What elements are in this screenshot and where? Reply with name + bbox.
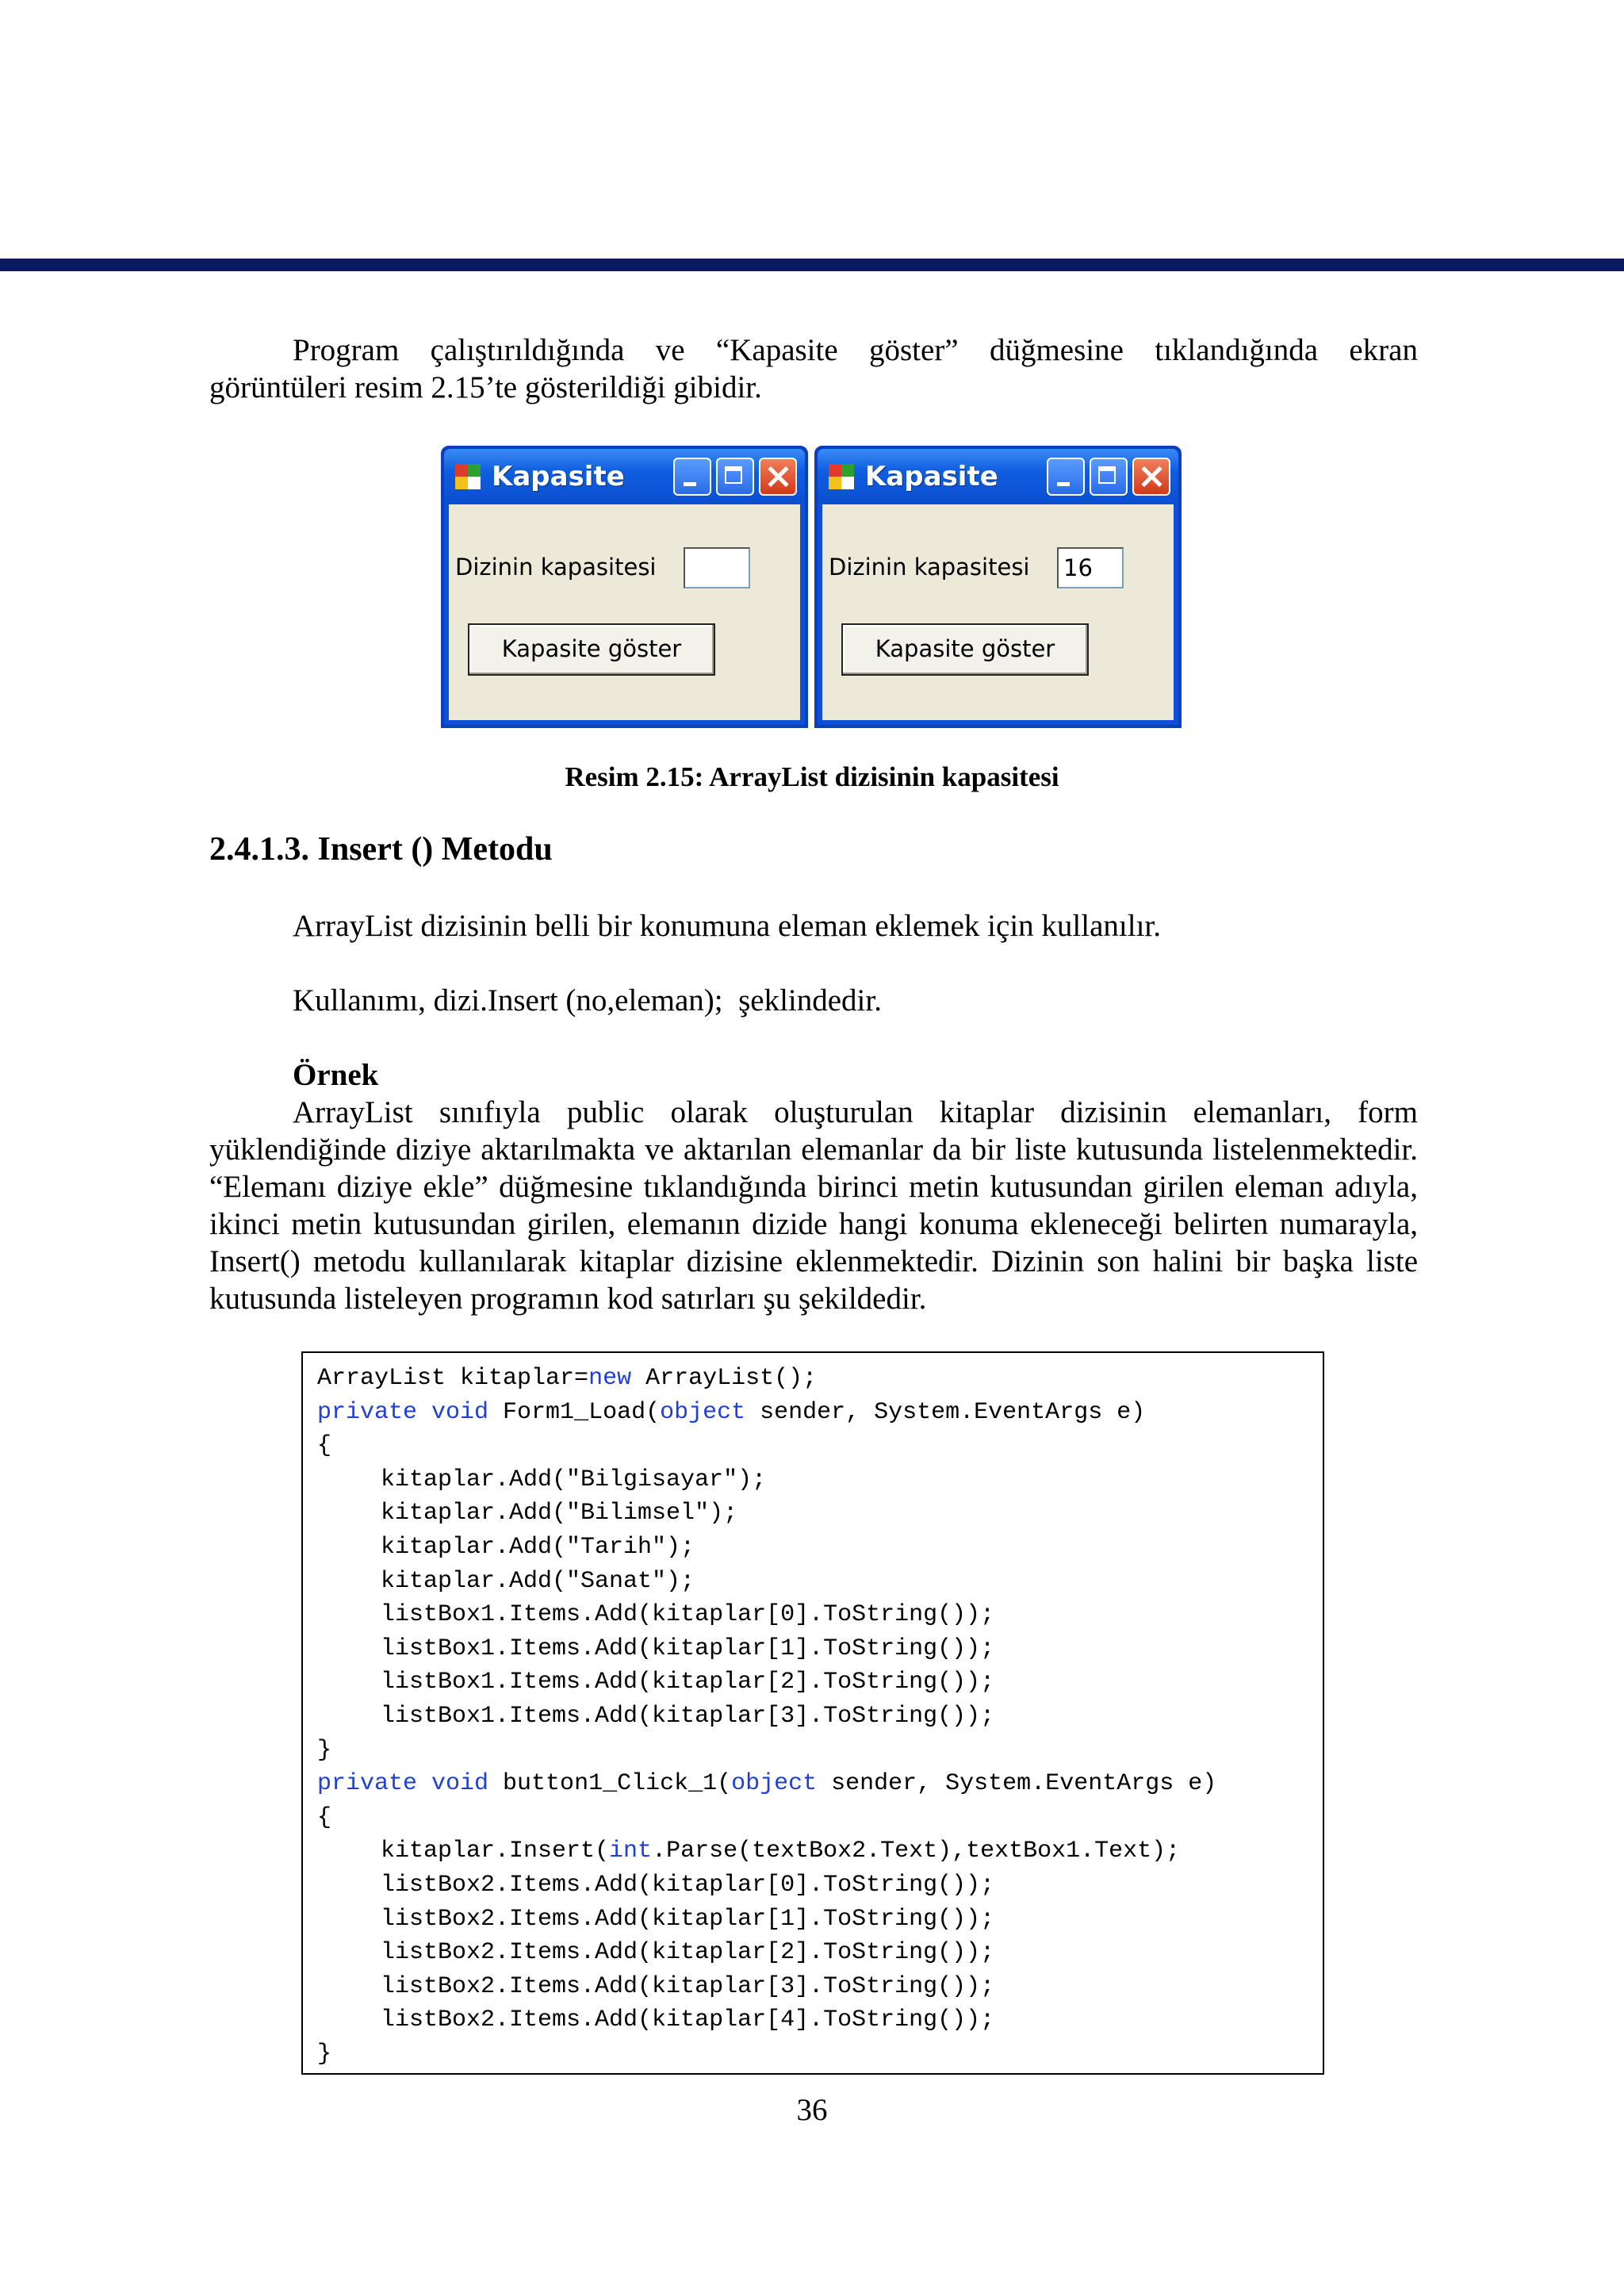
- page-number: 36: [796, 2093, 828, 2127]
- code-line: [317, 1700, 1323, 1734]
- maximize-icon[interactable]: [1090, 458, 1128, 496]
- code-token: listBox1.Items.Add(kitaplar[1].ToString());: [381, 1635, 995, 1662]
- code-token: ArrayList();: [631, 1365, 818, 1392]
- capacity-textbox[interactable]: [684, 547, 750, 588]
- intro-paragraph: [209, 332, 1418, 406]
- code-token: listBox1.Items.Add(kitaplar[3].ToString());: [381, 1702, 995, 1730]
- code-listing: [301, 1351, 1324, 2075]
- code-token: ArrayList kitaplar=: [317, 1365, 589, 1392]
- figure-caption: Resim 2.15: ArrayList dizisinin kapasitesi: [565, 761, 1059, 792]
- window-titlebar[interactable]: [818, 449, 1178, 504]
- form-app-icon: [827, 462, 856, 491]
- minimize-icon[interactable]: [673, 458, 711, 496]
- section-heading: 2.4.1.3. Insert () Metodu: [209, 831, 553, 868]
- show-capacity-button[interactable]: Kapasite göster: [841, 623, 1089, 676]
- code-line: [317, 1565, 1323, 1599]
- screenshot-figure: [441, 446, 1185, 728]
- example-body: ArrayList sınıfıyla public olarak oluşturulan kitaplar dizisinin elemanları, form yüklendiğinde diziye aktarılmakta ve aktarılan elemanlar da bir liste kutusunda listelenmektedir. “Elemanı diziye ekle” düğmesine tıklandığında birinci metin kutusundan girilen eleman adıyla, ikinci metin kutusundan girilen, elemanın dizide hangi konuma ekleneceği belirten numarayla, Insert() metodu kullanılarak kitaplar dizisine eklenmektedir. Dizinin son halini bir başka liste kutusunda listeleyen programın kod satırları şu şekildedir.: [209, 1095, 1418, 1316]
- intro-line-1: Program çalıştırıldığında ve “Kapasite göster” düğmesine tıklandığında ekran: [293, 333, 1418, 367]
- minimize-icon[interactable]: [1047, 458, 1085, 496]
- code-line: [317, 1632, 1323, 1666]
- usage-paragraph: [209, 982, 1418, 1019]
- example-section: [209, 1056, 1418, 1317]
- code-keyword: private void: [317, 1770, 489, 1798]
- code-line: [317, 2003, 1323, 2037]
- code-line: [317, 1531, 1323, 1565]
- code-token: {: [317, 1803, 332, 1831]
- code-token: kitaplar.Add("Sanat");: [381, 1567, 695, 1595]
- code-line: [317, 2037, 1323, 2072]
- code-token: }: [317, 2040, 332, 2068]
- close-icon[interactable]: [759, 458, 797, 496]
- usage-text: Kullanımı, dizi.Insert (no,eleman); şeklindedir.: [293, 983, 882, 1018]
- code-token: sender, System.EventArgs e): [817, 1770, 1217, 1798]
- header-rule: [0, 259, 1624, 271]
- code-line: [317, 1665, 1323, 1700]
- code-token: button1_Click_1(: [488, 1770, 732, 1798]
- code-keyword: new: [588, 1365, 632, 1392]
- window-client-area: [822, 504, 1174, 720]
- code-line: [317, 1463, 1323, 1497]
- example-title: Örnek: [293, 1058, 379, 1092]
- code-token: }: [317, 1736, 332, 1764]
- code-token: listBox1.Items.Add(kitaplar[2].ToString());: [381, 1669, 995, 1696]
- description-text: ArrayList dizisinin belli bir konumuna eleman eklemek için kullanılır.: [293, 909, 1161, 943]
- code-line: [317, 1429, 1323, 1463]
- code-line: [317, 1834, 1323, 1868]
- window-title: Kapasite: [492, 461, 625, 493]
- code-line: [317, 1801, 1323, 1835]
- code-line: [317, 1868, 1323, 1903]
- code-token: {: [317, 1432, 332, 1460]
- capacity-label: Dizinin kapasitesi: [455, 554, 657, 581]
- code-token: kitaplar.Add("Tarih");: [381, 1533, 695, 1561]
- show-capacity-button[interactable]: Kapasite göster: [468, 623, 715, 676]
- code-line: [317, 1598, 1323, 1632]
- code-token: listBox2.Items.Add(kitaplar[3].ToString());: [381, 1972, 995, 2000]
- capacity-label: Dizinin kapasitesi: [829, 554, 1030, 581]
- window-title: Kapasite: [865, 461, 998, 493]
- code-token: kitaplar.Insert(: [381, 1838, 610, 1865]
- close-icon[interactable]: [1132, 458, 1170, 496]
- kapasite-window-filled: [814, 446, 1182, 728]
- code-line: [317, 1903, 1323, 1937]
- window-titlebar[interactable]: [444, 449, 805, 504]
- code-line: [317, 1970, 1323, 2004]
- code-token: listBox2.Items.Add(kitaplar[4].ToString());: [381, 2006, 995, 2034]
- code-keyword: int: [609, 1838, 653, 1865]
- code-token: listBox2.Items.Add(kitaplar[0].ToString());: [381, 1871, 995, 1899]
- description-paragraph: [209, 907, 1418, 945]
- code-line: [317, 1396, 1323, 1430]
- window-client-area: [449, 504, 800, 720]
- code-token: listBox1.Items.Add(kitaplar[0].ToString());: [381, 1601, 995, 1629]
- code-token: listBox2.Items.Add(kitaplar[1].ToString());: [381, 1905, 995, 1933]
- code-token: sender, System.EventArgs e): [745, 1398, 1146, 1426]
- capacity-textbox[interactable]: 16: [1057, 547, 1124, 588]
- code-line: [317, 1497, 1323, 1531]
- code-token: kitaplar.Add("Bilgisayar");: [381, 1466, 767, 1493]
- code-line: [317, 1936, 1323, 1970]
- code-token: .Parse(textBox2.Text),textBox1.Text);: [652, 1838, 1181, 1865]
- code-keyword: private void: [317, 1398, 489, 1426]
- kapasite-window-empty: [441, 446, 808, 728]
- intro-line-2: görüntüleri resim 2.15’te gösterildiği gibidir.: [209, 370, 762, 404]
- code-line: [317, 1767, 1323, 1801]
- code-keyword: object: [660, 1398, 746, 1426]
- code-line: [317, 1734, 1323, 1768]
- code-token: kitaplar.Add("Bilimsel");: [381, 1500, 738, 1527]
- code-token: Form1_Load(: [488, 1398, 661, 1426]
- code-line: [317, 1362, 1323, 1396]
- form-app-icon: [454, 462, 482, 491]
- maximize-icon[interactable]: [716, 458, 754, 496]
- code-token: listBox2.Items.Add(kitaplar[2].ToString());: [381, 1939, 995, 1967]
- code-keyword: object: [731, 1770, 818, 1798]
